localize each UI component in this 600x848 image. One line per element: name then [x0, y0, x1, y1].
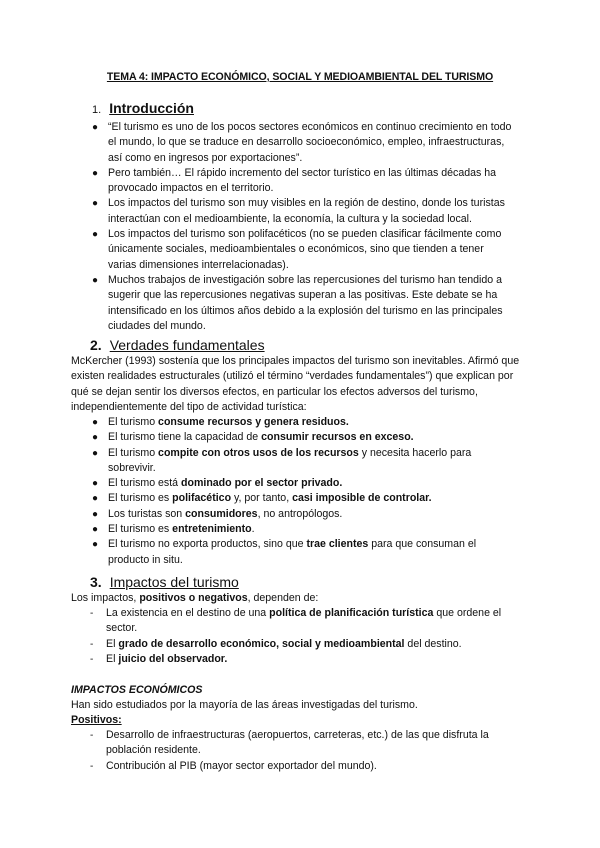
bullet-icon: ●	[92, 524, 99, 536]
dash-icon: -	[90, 730, 94, 741]
list-item: - El grado de desarrollo económico, social y medioambiental del destino.	[90, 637, 520, 652]
list-item: ● Muchos trabajos de investigación sobre las repercusiones del turismo han tendido a sugerir que las repercusiones negativas superan a las positivas. Este debate se ha intensificado en los últimos años debido a la explosión del turismo en las principales ciudades del mundo.	[92, 273, 503, 332]
bullet-icon: ●	[92, 198, 99, 210]
bullet-icon: ●	[92, 432, 99, 444]
introduccion-list	[92, 120, 512, 334]
section-heading-introduccion	[92, 100, 194, 116]
dash-icon: -	[90, 653, 94, 665]
subheading-impactos-economicos: IMPACTOS ECONÓMICOS	[71, 684, 203, 696]
list-item: ● Los impactos del turismo son polifacéticos (no se pueden clasificar fácilmente como únicamente sociales, medioambientales o económicos, sino que tienden a tener varias dimensiones interrelacionadas).	[92, 228, 502, 271]
positivos-list	[90, 728, 520, 774]
impactos-economicos-text: Han sido estudiados por la mayoría de las áreas investigadas del turismo.	[71, 699, 418, 711]
impactos-intro: Los impactos, positivos o negativos, dependen de:	[71, 592, 319, 604]
verdades-intro: McKercher (1993) sostenía que los principales impactos del turismo son inevitables. Afirmó que existen realidades estructurales (utilizó el término “verdades fundamentales”) que explican por qué se dejan sentir los diversos efectos, en particular los efectos adversos del turismo, independientemente del tipo de actividad turística:	[71, 355, 520, 413]
list-item: ● “El turismo es uno de los pocos sectores económicos en continuo crecimiento en todo el mundo, lo que se traduce en desarrollo socioeconómico, empleo, infraestructuras, así como en ingresos por exportaciones”.	[92, 121, 512, 164]
document-title: TEMA 4: IMPACTO ECONÓMICO, SOCIAL Y MEDIOAMBIENTAL DEL TURISMO	[106, 71, 494, 83]
bullet-icon: ●	[92, 229, 99, 241]
section-number: 3.	[90, 574, 102, 590]
impactos-list	[90, 606, 520, 667]
section-title: Verdades fundamentales	[109, 337, 265, 353]
section-number: 2.	[90, 337, 102, 353]
list-item: ● El turismo no exporta productos, sino que trae clientes para que consuman el producto in situ.	[92, 538, 477, 566]
bullet-icon: ●	[92, 493, 99, 505]
list-item: - Desarrollo de infraestructuras (aeropuertos, carreteras, etc.) de las que disfruta la población residente.	[90, 729, 489, 757]
list-item: ● Pero también… El rápido incremento del sector turístico en las últimas décadas ha provocado impactos en el territorio.	[92, 166, 497, 195]
section-title: Impactos del turismo	[109, 574, 239, 590]
section-number: 1.	[92, 104, 102, 116]
bullet-icon: ●	[92, 478, 99, 490]
section-heading-verdades	[90, 337, 265, 353]
list-item: - La existencia en el destino de una política de planificación turística que ordene el sector.	[90, 607, 502, 635]
list-item: ● El turismo compite con otros usos de los recursos y necesita hacerlo para sobrevivir.	[92, 446, 472, 474]
bullet-icon: ●	[92, 447, 99, 459]
list-item: - Contribución al PIB (mayor sector exportador del mundo).	[90, 759, 520, 774]
section-title: Introducción	[109, 100, 194, 116]
bullet-icon: ●	[92, 508, 99, 520]
dash-icon: -	[90, 608, 94, 619]
positivos-label: Positivos:	[71, 714, 122, 726]
list-item: ● El turismo está dominado por el sector privado.	[92, 476, 512, 491]
dash-icon: -	[90, 760, 94, 772]
bullet-icon: ●	[92, 417, 99, 428]
list-item: ● El turismo tiene la capacidad de consumir recursos en exceso.	[92, 430, 512, 445]
bullet-icon: ●	[92, 539, 99, 551]
list-item: - El juicio del observador.	[90, 652, 520, 667]
bullet-icon: ●	[92, 274, 99, 286]
dash-icon: -	[90, 638, 94, 650]
verdades-list	[92, 415, 512, 568]
section-heading-impactos	[90, 574, 239, 590]
list-item: ● Los impactos del turismo son muy visibles en la región de destino, donde los turistas interactúan con el medioambiente, la economía, la cultura y la sociedad local.	[92, 197, 505, 225]
list-item: ● El turismo consume recursos y genera residuos.	[92, 415, 512, 430]
list-item: ● El turismo es polifacético y, por tanto, casi imposible de controlar.	[92, 491, 512, 506]
list-item: ● Los turistas son consumidores, no antropólogos.	[92, 507, 512, 522]
bullet-icon: ●	[92, 167, 99, 179]
list-item: ● El turismo es entretenimiento.	[92, 522, 512, 537]
bullet-icon: ●	[92, 122, 99, 133]
